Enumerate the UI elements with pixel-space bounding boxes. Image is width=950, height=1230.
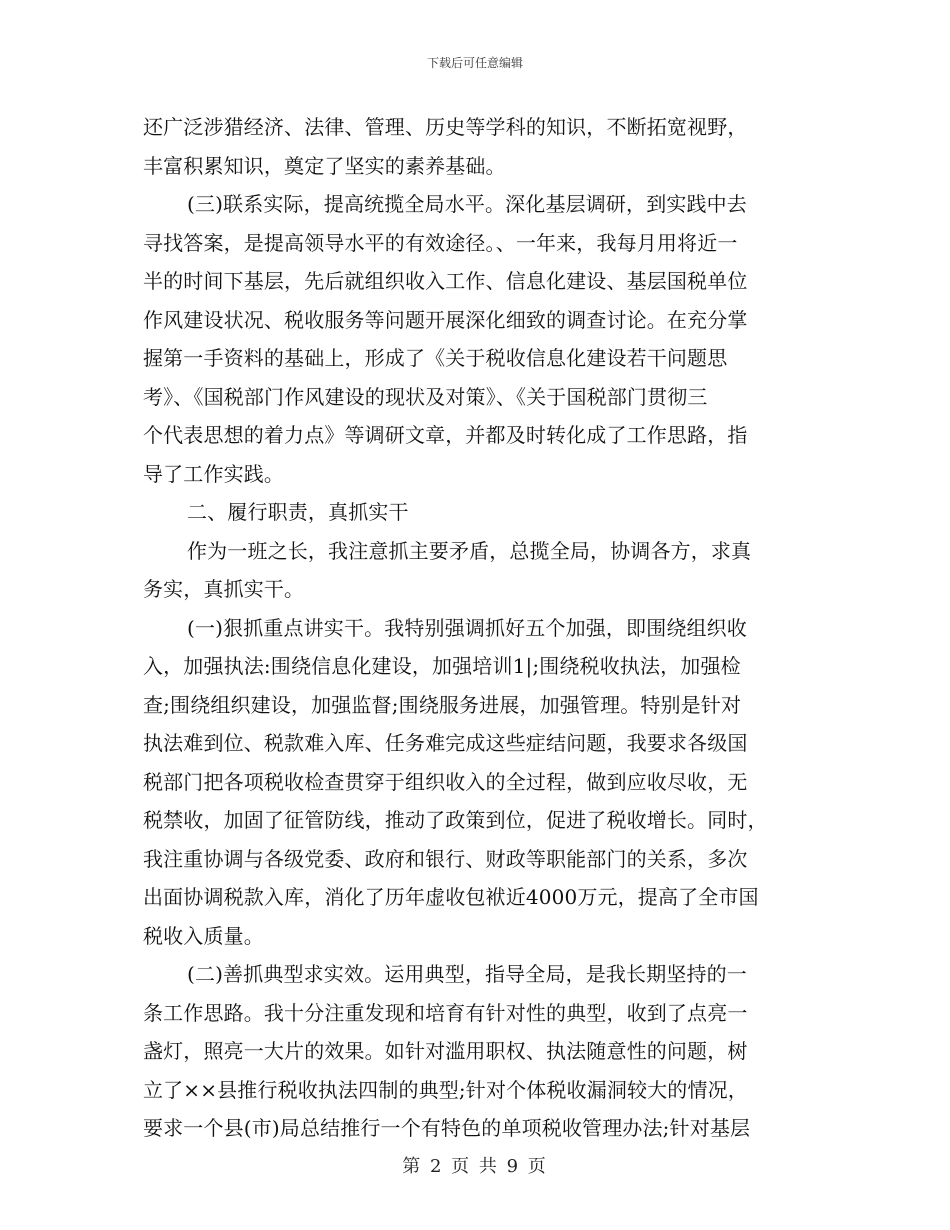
text-line: 要求一个县(市)局总结推行一个有特色的单项税收管理办法;针对基层 — [143, 1116, 751, 1140]
text-line: 还广泛涉猎经济、法律、管理、历史等学科的知识，不断拓宽视野， — [143, 115, 748, 139]
text-line: (三)联系实际，提高统揽全局水平。深化基层调研，到实践中去 — [187, 192, 747, 216]
text-line: 导了工作实践。 — [143, 461, 285, 486]
text-line: 半的时间下基层，先后就组织收入工作、信息化建设、基层国税单位 — [143, 269, 748, 293]
section-heading: 二、履行职责，真抓实干 — [187, 500, 409, 524]
text-line: 作为一班之长，我注意抓主要矛盾，总揽全局，协调各方，求真 — [187, 538, 752, 563]
text-line: 入，加强执法:围绕信息化建设，加强培训1|;围绕税收执法，加强检 — [143, 654, 741, 678]
text-line: 执法难到位、税款难入库、任务难完成这些症结问题，我要求各级国 — [143, 731, 748, 755]
text-line: 考》、《国税部门作风建设的现状及对策》、《关于国税部门贯彻三 — [143, 384, 708, 409]
page-header-note: 下载后可任意编辑 — [426, 56, 523, 70]
text-line: 作风建设状况、税收服务等问题开展深化细致的调查讨论。在充分掌 — [143, 307, 748, 332]
text-line: 个代表思想的着力点》等调研文章，并都及时转化成了工作思路，指 — [143, 423, 748, 447]
text-line: 税禁收，加固了征管防线，推动了政策到位，促进了税收增长。同时， — [143, 808, 768, 832]
document-body — [143, 108, 805, 1148]
text-line: 握第一手资料的基础上，形成了《关于税收信息化建设若干问题思 — [143, 346, 728, 370]
text-line: 税收入质量。 — [143, 923, 264, 948]
text-line: 查;围绕组织建设，加强监督;围绕服务进展，加强管理。特别是针对 — [143, 692, 742, 717]
text-line: 务实，真抓实干。 — [143, 577, 305, 601]
text-line: 出面协调税款入库，消化了历年虚收包袱近4000万元，提高了全市国 — [143, 885, 759, 909]
text-line: 寻找答案，是提高领导水平的有效途径。、一年来，我每月用将近一 — [143, 230, 738, 255]
text-line: 我注重协调与各级党委、政府和银行、财政等职能部门的关系，多次 — [143, 846, 748, 871]
page-number-footer: 第 2 页 共 9 页 — [402, 1156, 548, 1177]
text-line: 盏灯，照亮一大片的效果。如针对滥用职权、执法随意性的问题，树 — [143, 1039, 748, 1063]
text-line: 条工作思路。我十分注重发现和培育有针对性的典型，收到了点亮一 — [143, 1000, 748, 1025]
text-line: 税部门把各项税收检查贯穿于组织收入的全过程，做到应收尽收，无 — [143, 769, 748, 794]
text-line: (一)狠抓重点讲实干。我特别强调抓好五个加强，即围绕组织收 — [187, 615, 747, 640]
text-line: 丰富积累知识，奠定了坚实的素养基础。 — [143, 153, 506, 178]
text-line: 立了××县推行税收执法四制的典型;针对个体税收漏洞较大的情况， — [143, 1077, 748, 1102]
text-line: (二)善抓典型求实效。运用典型，指导全局，是我长期坚持的一 — [187, 962, 747, 986]
